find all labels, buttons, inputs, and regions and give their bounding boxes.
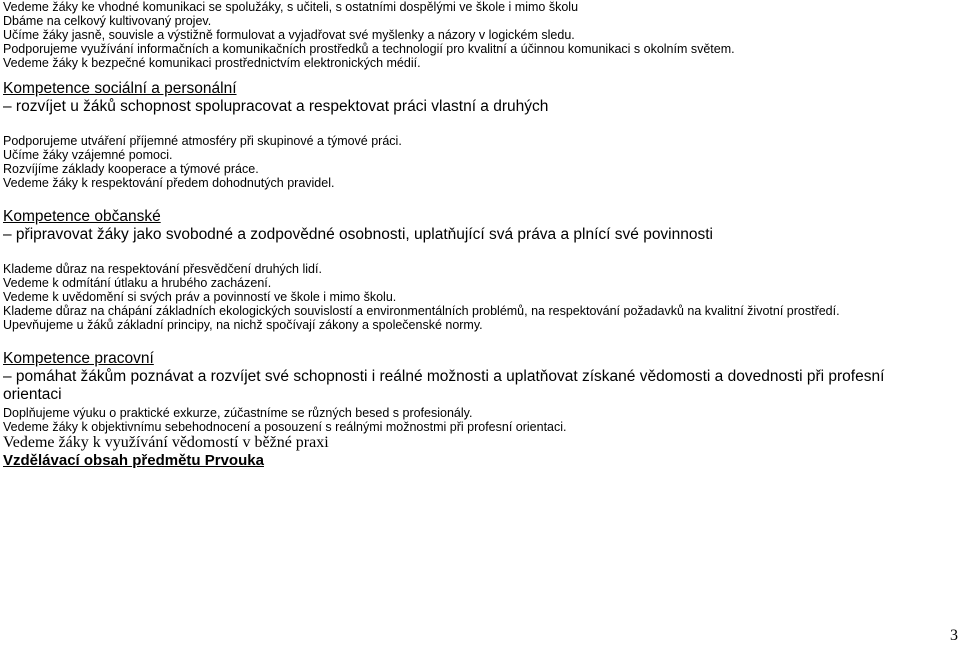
civic-item: Vedeme k odmítání útlaku a hrubého zacházení. (3, 276, 272, 290)
work-item-serif: Vedeme žáky k využívání vědomostí v běžné praxi (3, 434, 329, 451)
intro-line: Podporujeme využívání informačních a komunikačních prostředků a technologií pro kvalitní a účinnou komunikaci s okolním světem. (3, 42, 735, 56)
goal-civic-competence: – připravovat žáky jako svobodné a zodpovědné osobnosti, uplatňující svá práva a plnící své povinnosti (3, 226, 713, 243)
intro-line: Učíme žáky jasně, souvisle a výstižně formulovat a vyjadřovat své myšlenky a názory v logickém sledu. (3, 28, 575, 42)
social-item: Učíme žáky vzájemné pomoci. (3, 148, 173, 162)
intro-line: Dbáme na celkový kultivovaný projev. (3, 14, 212, 28)
civic-item: Klademe důraz na chápání základních ekologických souvislostí a environmentálních problémů, na respektování požadavků na kvalitní životní prostředí. (3, 304, 840, 318)
civic-item: Klademe důraz na respektování přesvědčení druhých lidí. (3, 262, 322, 276)
goal-work-competence: – pomáhat žákům poznávat a rozvíjet své schopnosti i reálné možnosti a uplatňovat získané vědomosti a dovednosti při profesní orientaci (3, 368, 885, 403)
social-item: Podporujeme utváření příjemné atmosféry při skupinové a týmové práci. (3, 134, 402, 148)
intro-line: Vedeme žáky k bezpečné komunikaci prostřednictvím elektronických médií. (3, 56, 421, 70)
social-item: Vedeme žáky k respektování předem dohodnutých pravidel. (3, 176, 335, 190)
document-page (3, 0, 953, 470)
heading-work-competence: Kompetence pracovní (3, 350, 154, 367)
civic-item: Upevňujeme u žáků základní principy, na nichž spočívají zákony a společenské normy. (3, 318, 483, 332)
section-title: Vzdělávací obsah předmětu Prvouka (3, 452, 264, 469)
goal-social-competence: – rozvíjet u žáků schopnost spolupracovat a respektovat práci vlastní a druhých (3, 98, 549, 115)
work-item: Doplňujeme výuku o praktické exkurze, zúčastníme se různých besed s profesionály. (3, 406, 473, 420)
heading-civic-competence: Kompetence občanské (3, 208, 161, 225)
page-number: 3 (950, 627, 958, 644)
work-item: Vedeme žáky k objektivnímu sebehodnocení a posouzení s reálnými možnostmi při profesní orientaci. (3, 420, 567, 434)
intro-line: Vedeme žáky ke vhodné komunikaci se spolužáky, s učiteli, s ostatními dospělými ve škole i mimo školu (3, 0, 579, 14)
social-item: Rozvíjíme základy kooperace a týmové práce. (3, 162, 259, 176)
civic-item: Vedeme k uvědomění si svých práv a povinností ve škole i mimo školu. (3, 290, 397, 304)
heading-social-competence: Kompetence sociální a personální (3, 80, 237, 97)
